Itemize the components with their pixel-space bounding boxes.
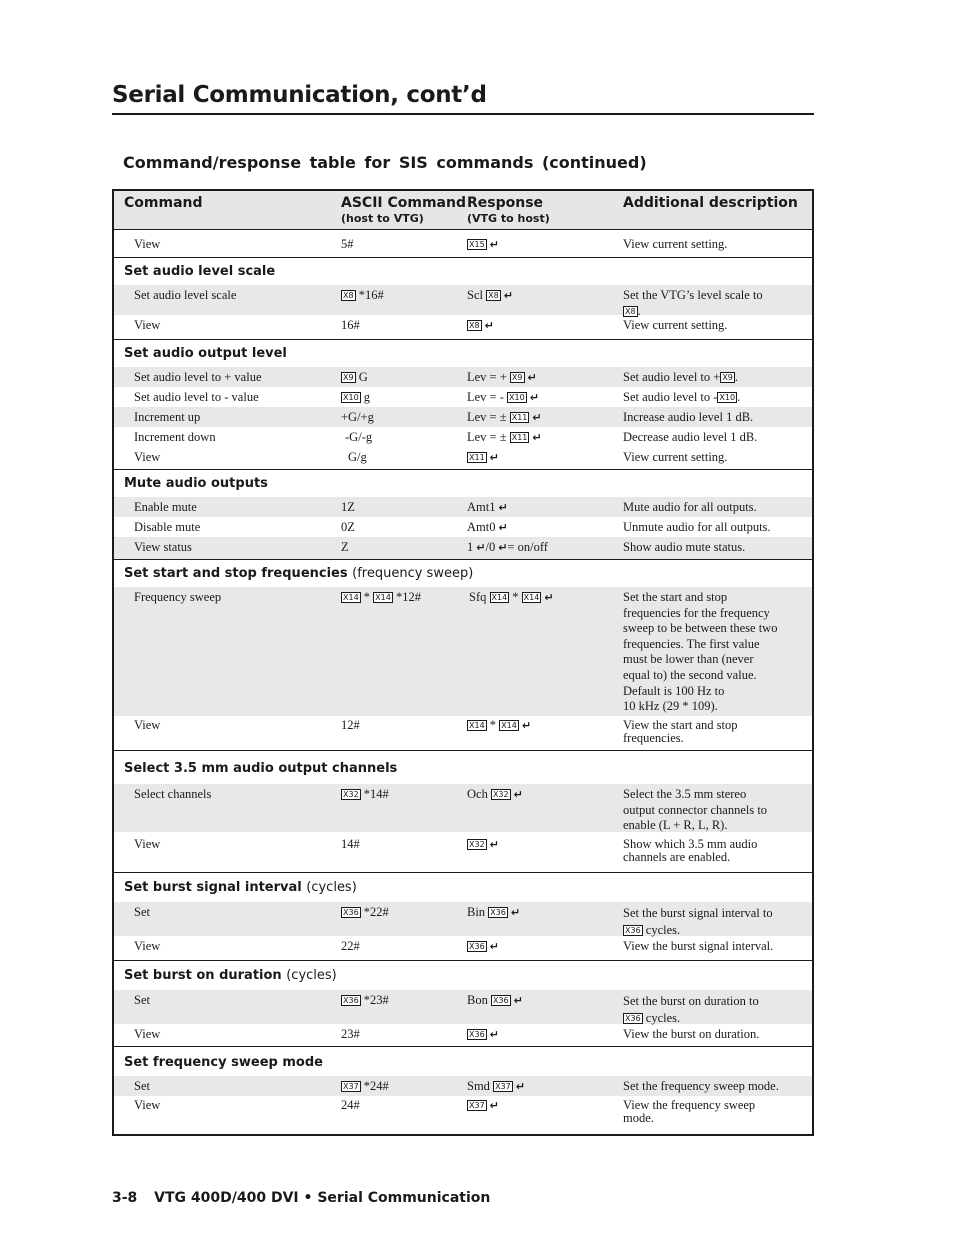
ascii-cell: 14# [341, 837, 360, 851]
command-cell: Select channels [134, 787, 212, 801]
response-cell: Lev = ± X11 ↵ [467, 430, 542, 444]
table-row [114, 936, 812, 960]
response-cell: Lev = ± X11 ↵ [467, 410, 542, 424]
table-row [114, 447, 812, 469]
ascii-cell: X36 *23# [343, 993, 389, 1007]
return-arrow-icon: ↵ [521, 719, 532, 732]
variable-box: X9 [722, 373, 733, 382]
response-cell: Lev = + X9 ↵ [467, 370, 537, 384]
return-arrow-icon: ↵ [544, 591, 554, 604]
command-cell: Increment down [134, 430, 216, 444]
variable-box: X8 [488, 291, 499, 300]
ascii-cell: G/g [348, 450, 367, 464]
return-arrow-icon: ↵ [503, 289, 513, 302]
page-footer [112, 1190, 490, 1206]
description-cell: Show which 3.5 mm audio channels are enabled. [623, 837, 758, 864]
table-row [114, 367, 812, 387]
command-cell: View [134, 1027, 161, 1041]
response-cell: Och X32 ↵ [467, 787, 523, 801]
description-cell: Set the burst signal interval to X36 cycles. [623, 906, 773, 937]
return-arrow-icon: ↵ [489, 238, 499, 251]
return-arrow-icon: ↵ [515, 1080, 525, 1093]
response-cell: 1 ↵/0 ↵= on/off [467, 540, 548, 554]
command-cell: Frequency sweep [134, 590, 222, 604]
description-cell: Increase audio level 1 dB. [623, 410, 754, 424]
variable-box: X14 [375, 593, 391, 602]
command-cell: View [134, 837, 161, 851]
return-arrow-icon: ↵ [498, 521, 508, 534]
table-row [114, 517, 812, 537]
command-cell: Disable mute [134, 520, 201, 534]
response-cell: Amt1 ↵ [467, 500, 508, 514]
ascii-cell: 5# [341, 237, 354, 251]
return-arrow-icon: ↵ [532, 431, 542, 444]
command-response-table [112, 189, 814, 1136]
table-row [114, 1076, 812, 1096]
description-cell: Show audio mute status. [623, 540, 746, 554]
ascii-cell: 24# [341, 1098, 360, 1112]
variable-box: X9 [511, 373, 523, 382]
table-row [114, 784, 812, 832]
variable-box: X14 [469, 721, 485, 730]
variable-box: X8 [625, 306, 636, 316]
ascii-cell: -G/-g [345, 430, 373, 444]
response-cell [467, 939, 617, 955]
table-row [114, 285, 812, 318]
col-description-header: Additional description [623, 195, 798, 211]
description-cell: Set the burst on duration to X36 cycles. [623, 994, 759, 1025]
section-header: Set burst signal interval (cycles) [114, 872, 812, 902]
variable-box: X32 [469, 840, 485, 849]
ascii-cell: 12# [341, 718, 360, 732]
response-cell [467, 1099, 617, 1112]
command-cell: Set [134, 905, 150, 919]
ascii-cell: 0Z [341, 520, 355, 534]
table-header [114, 191, 812, 230]
variable-box: X14 [523, 593, 540, 602]
title-rule [112, 113, 814, 115]
ascii-cell: X36 *22# [343, 905, 389, 919]
response-cell [467, 450, 617, 466]
variable-box: X36 [343, 996, 359, 1005]
ascii-cell: X37 *24# [343, 1079, 389, 1093]
variable-box: X36 [469, 1030, 485, 1039]
table-row [114, 230, 812, 257]
section-header: Set start and stop frequencies (frequency sweep) [114, 559, 812, 587]
response-cell: Lev = - X10 ↵ [467, 390, 539, 404]
section-header: Select 3.5 mm audio output channels [114, 750, 812, 784]
description-cell: Set the start and stop frequencies for the frequency sweep to be between these two frequencies. The first value must be lower than (never equal to) the second value. Default is 100 Hz to 10 kHz (29 * 109). [623, 590, 778, 714]
table-row [114, 716, 812, 750]
variable-box: X15 [469, 240, 485, 249]
command-cell: View [134, 237, 161, 251]
description-cell: Set audio level to - X10 . [623, 390, 741, 404]
table-row [114, 1024, 812, 1046]
command-cell: View [134, 718, 161, 732]
response-cell [467, 237, 617, 253]
description-cell: View the frequency sweep mode. [623, 1098, 756, 1125]
response-cell: Amt0 ↵ [467, 520, 508, 534]
col-ascii-header: ASCII Command (host to VTG) [341, 195, 466, 225]
table-row [114, 387, 812, 407]
variable-box: X8 [469, 321, 480, 330]
description-cell: Set the frequency sweep mode. [623, 1079, 779, 1093]
command-cell: View status [134, 540, 192, 554]
variable-box: X10 [719, 393, 736, 402]
response-cell: Sfq X14 * X14 ↵ [469, 590, 554, 604]
return-arrow-icon: ↵ [513, 788, 523, 801]
variable-box: X37 [343, 1082, 359, 1091]
command-cell: Set audio level to + value [134, 370, 262, 384]
variable-box: X36 [625, 926, 641, 935]
page-title: Serial Communication, cont’d [112, 82, 487, 108]
section-header: Set audio level scale [114, 257, 812, 285]
ascii-cell: 1Z [341, 500, 355, 514]
variable-box: X8 [343, 291, 354, 300]
return-arrow-icon: ↵ [484, 319, 494, 332]
col-response-header: Response (VTG to host) [467, 195, 550, 225]
table-row [114, 537, 812, 559]
response-cell: X14 * X14 ↵ [469, 718, 532, 732]
description-cell: View current setting. [623, 318, 728, 332]
section-header: Set frequency sweep mode [114, 1046, 812, 1076]
variable-box: X10 [509, 393, 525, 402]
return-arrow-icon: ↵ [489, 940, 499, 953]
description-cell: Unmute audio for all outputs. [623, 520, 771, 534]
return-arrow-icon: ↵ [489, 1099, 499, 1112]
ascii-cell: X10 g [343, 390, 371, 404]
variable-box: X36 [625, 1014, 641, 1023]
variable-box: X14 [491, 593, 508, 602]
section-header: Mute audio outputs [114, 469, 812, 497]
return-arrow-icon: ↵ [489, 451, 499, 464]
ascii-cell: +G/+g [341, 410, 374, 424]
command-cell: Set audio level to - value [134, 390, 259, 404]
variable-box: X37 [469, 1101, 485, 1110]
variable-box: X14 [501, 721, 517, 730]
return-arrow-icon: ↵ [498, 501, 508, 514]
ascii-cell: 23# [341, 1027, 360, 1041]
return-arrow-icon: ↵ [532, 411, 542, 424]
command-cell: Enable mute [134, 500, 197, 514]
command-cell: Set audio level scale [134, 288, 237, 302]
return-arrow-icon: ↵ [527, 371, 537, 384]
variable-box: X37 [495, 1082, 511, 1091]
command-cell: Set [134, 993, 150, 1007]
table-row [114, 832, 812, 872]
variable-box: X32 [343, 790, 359, 799]
variable-box: X9 [343, 373, 354, 382]
ascii-cell: 16# [341, 318, 360, 332]
response-cell [467, 1027, 617, 1043]
table-row [114, 587, 812, 716]
command-cell: View [134, 939, 161, 953]
command-cell: View [134, 1098, 161, 1112]
section-header: Set audio output level [114, 339, 812, 367]
description-cell: Decrease audio level 1 dB. [623, 430, 758, 444]
table-row [114, 1096, 812, 1134]
table-title: Command/response table for SIS commands (continued) [123, 153, 647, 172]
return-arrow-icon: ↵ [513, 994, 523, 1007]
description-cell: Set the VTG’s level scale to X8 . [623, 288, 763, 318]
ascii-cell: X9 G [343, 370, 368, 384]
command-cell: Set [134, 1079, 150, 1093]
col-command-header: Command [124, 195, 203, 211]
response-cell: Bon X36 ↵ [467, 993, 523, 1007]
return-arrow-icon: ↵ [489, 838, 499, 851]
variable-box: X32 [492, 790, 509, 799]
table-row [114, 990, 812, 1024]
response-cell: Scl X8 ↵ [467, 288, 513, 302]
ascii-cell: 22# [341, 939, 360, 953]
variable-box: X10 [343, 393, 359, 402]
ascii-cell: Z [341, 540, 349, 554]
command-cell: View [134, 450, 161, 464]
return-arrow-icon: ↵ [498, 541, 508, 554]
table-row [114, 407, 812, 427]
description-cell: View the burst on duration. [623, 1027, 760, 1041]
description-cell: View the start and stop frequencies. [623, 718, 738, 745]
response-cell: Smd X37 ↵ [467, 1079, 525, 1093]
command-cell: View [134, 318, 161, 332]
description-cell: Mute audio for all outputs. [623, 500, 757, 514]
response-cell [467, 318, 617, 334]
return-arrow-icon: ↵ [510, 906, 521, 919]
description-cell: Select the 3.5 mm stereo output connector channels to enable (L + R, L, R). [623, 787, 768, 833]
return-arrow-icon: ↵ [489, 1028, 499, 1041]
variable-box: X36 [343, 908, 359, 917]
description-cell: View current setting. [623, 237, 728, 251]
ascii-cell: X32 *14# [343, 787, 389, 801]
page-number: 3-8 [112, 1190, 138, 1206]
section-header: Set burst on duration (cycles) [114, 960, 812, 990]
description-cell: View the burst signal interval. [623, 939, 774, 953]
description-cell: Set audio level to + X9 . [623, 370, 739, 384]
variable-box: X11 [511, 433, 528, 442]
variable-box: X36 [469, 942, 485, 951]
description-cell: View current setting. [623, 450, 728, 464]
ascii-cell: X8 *16# [343, 288, 384, 302]
table-row [114, 315, 812, 339]
return-arrow-icon: ↵ [476, 541, 486, 554]
command-cell: Increment up [134, 410, 201, 424]
table-row [114, 427, 812, 447]
table-row [114, 902, 812, 936]
table-row [114, 497, 812, 517]
variable-box: X14 [343, 593, 359, 602]
response-cell: Bin X36 ↵ [467, 905, 521, 919]
variable-box: X11 [469, 453, 485, 462]
variable-box: X11 [511, 413, 528, 422]
variable-box: X36 [490, 908, 506, 917]
return-arrow-icon: ↵ [529, 391, 539, 404]
footer-text: VTG 400D/400 DVI • Serial Communication [154, 1190, 491, 1206]
ascii-cell: X14 * X14 *12# [343, 590, 421, 604]
variable-box: X36 [492, 996, 509, 1005]
response-cell [467, 838, 617, 851]
